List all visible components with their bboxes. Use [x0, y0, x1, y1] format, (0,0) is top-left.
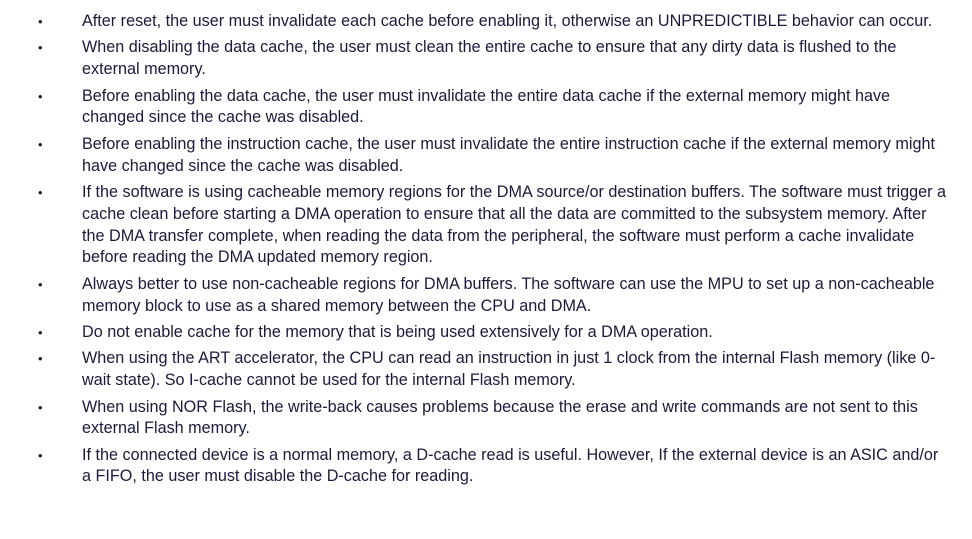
- list-item-text: When disabling the data cache, the user must clean the entire cache to ensure that any dirty data is flushed to the external memory.: [82, 38, 897, 79]
- list-item-text: After reset, the user must invalidate each cache before enabling it, otherwise an UNPREDICTIBLE behavior can occur.: [82, 12, 933, 30]
- bullet-icon: •: [38, 276, 43, 292]
- list-item-text: Do not enable cache for the memory that is being used extensively for a DMA operation.: [82, 322, 713, 341]
- list-item-text: Before enabling the data cache, the user must invalidate the entire data cache if the external memory might have changed since the cache was disabled.: [82, 86, 891, 127]
- list-item: [0, 274, 972, 318]
- list-item: [0, 348, 972, 392]
- bullet-icon: •: [38, 88, 43, 104]
- bullet-icon: •: [38, 136, 43, 152]
- list-item-text: When using NOR Flash, the write-back causes problems because the erase and write commands are not sent to this external Flash memory.: [82, 397, 918, 438]
- list-item: [0, 322, 972, 344]
- bullet-icon: •: [38, 324, 43, 340]
- bullet-icon: •: [38, 399, 43, 415]
- list-item-text: Always better to use non-cacheable regions for DMA buffers. The software can use the MPU to set up a non-cacheable memory block to use as a shared memory between the CPU and DMA.: [82, 274, 935, 315]
- bullet-icon: •: [38, 184, 43, 200]
- list-item-text: If the connected device is a normal memory, a D-cache read is useful. However, If the external device is an ASIC and/or a FIFO, the user must disable the D-cache for reading.: [82, 445, 939, 486]
- bullet-list: [0, 11, 972, 488]
- list-item: [0, 37, 972, 81]
- list-item: [0, 397, 972, 441]
- list-item: [0, 445, 972, 489]
- list-item: [0, 11, 972, 33]
- list-item-text: When using the ART accelerator, the CPU can read an instruction in just 1 clock from the internal Flash memory (like 0-wait state). So I-cache cannot be used for the internal Flash memory.: [82, 349, 936, 390]
- bullet-icon: •: [38, 40, 43, 56]
- bullet-icon: •: [38, 14, 43, 29]
- document-body: [0, 11, 972, 493]
- list-item: [0, 86, 972, 130]
- bullet-icon: •: [38, 351, 43, 367]
- list-item-text: Before enabling the instruction cache, the user must invalidate the entire instruction cache if the external memory might have changed since the cache was disabled.: [82, 134, 935, 175]
- list-item-text: If the software is using cacheable memory regions for the DMA source/or destination buffers. The software must trigger a cache clean before starting a DMA operation to ensure that all the data are committed to the subsystem memory. After the DMA transfer complete, when reading the data from the peripheral, the software must perform a cache invalidate before reading the DMA updated memory region.: [82, 182, 947, 267]
- list-item: [0, 134, 972, 178]
- bullet-icon: •: [38, 447, 43, 463]
- list-item: [0, 182, 972, 269]
